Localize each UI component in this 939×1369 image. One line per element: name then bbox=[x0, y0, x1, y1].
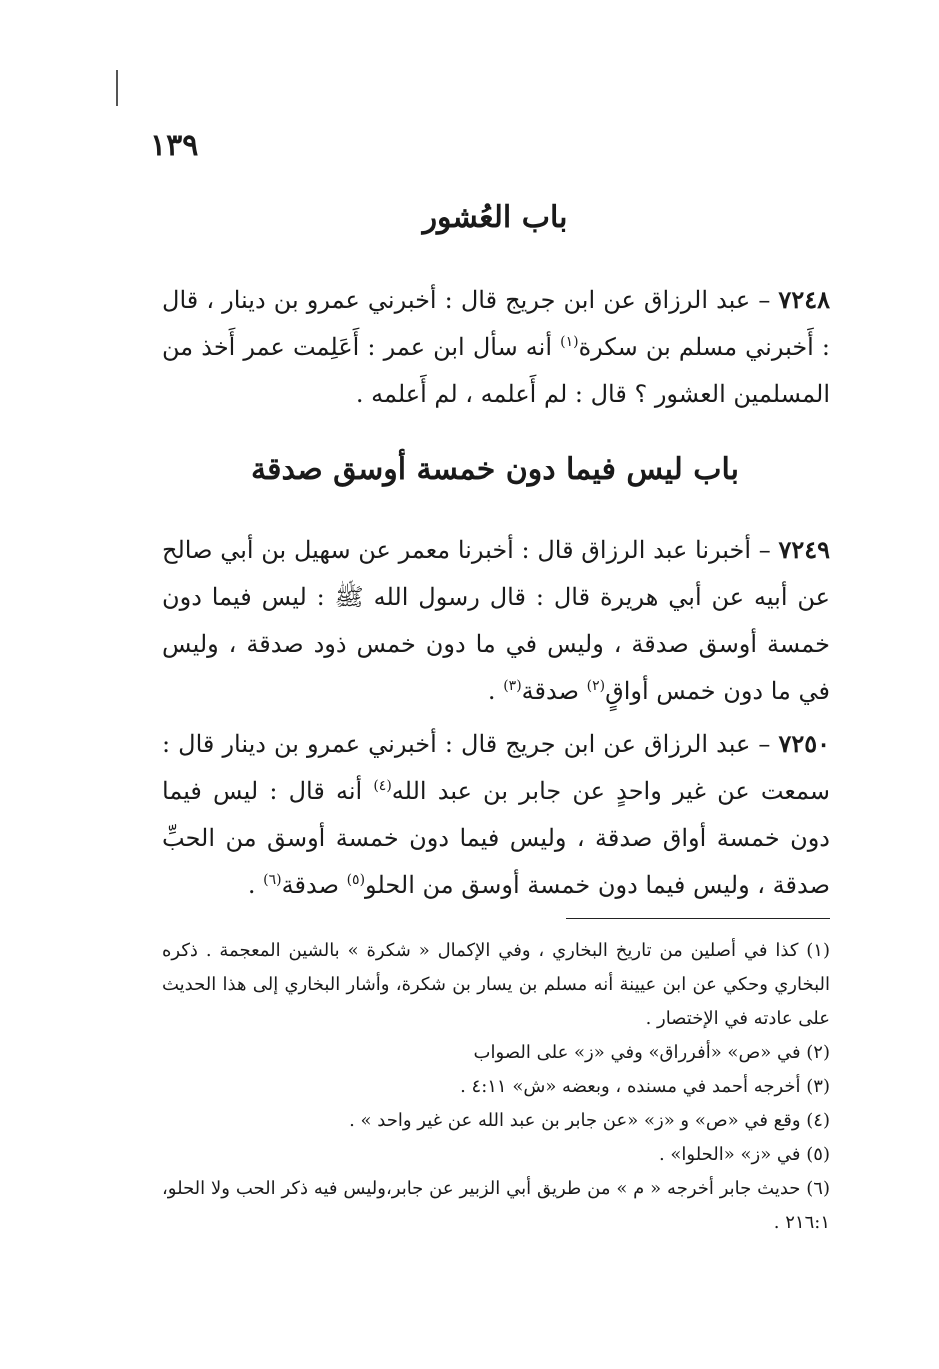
footnote-ref: (٦) bbox=[263, 872, 282, 888]
page-number: ١٣٩ bbox=[150, 128, 199, 163]
hadith-number: ٧٢٥٠ bbox=[778, 729, 830, 758]
hadith-text-cont2: صدقة bbox=[281, 871, 347, 899]
hadith-text-end: . bbox=[247, 871, 264, 899]
footnote-ref: (٣) bbox=[503, 678, 522, 694]
footnotes bbox=[162, 934, 830, 1240]
hadith-7249 bbox=[162, 526, 830, 715]
hadith-text-end: . bbox=[487, 677, 504, 705]
footnote-ref: (٥) bbox=[346, 872, 366, 888]
footnote-1: (١) كذا في أصلين من تاريخ البخاري ، وفي الإكمال « شكرة » بالشين المعجمة . ذكره البخاري وحكي عن ابن عيينة أنه مسلم بن يسار بن شكرة، وأشار البخاري إلى هذا الحديث على عادته في الإختصار . bbox=[162, 940, 831, 1029]
hadith-number: ٧٢٤٩ bbox=[778, 535, 830, 564]
footnote-6: (٦) حديث جابر أخرجه « م » من طريق أبي الزبير عن جابر،وليس فيه ذكر الحب ولا الحلو، ٢١٦:١ . bbox=[162, 1178, 830, 1233]
hadith-number: ٧٢٤٨ bbox=[778, 285, 830, 314]
footnote-ref: (٤) bbox=[373, 778, 392, 794]
hadith-7248 bbox=[162, 276, 830, 418]
section-title-ushur: باب العُشور bbox=[422, 200, 568, 235]
footnote-divider bbox=[566, 918, 830, 919]
footnote-5: (٥) في «ز» «الحلوا» . bbox=[658, 1144, 830, 1165]
hadith-text-cont: صدقة bbox=[521, 677, 587, 705]
hadith-text: – أخبرنا عبد الرزاق قال : أخبرنا معمر عن سهيل بن أبي صالح عن أبيه عن أبي هريرة قال : قال رسول الله ﷺ : ليس فيما دون خمسة أوسق صدقة ، وليس في ما دون خمس ذود صدقة ، وليس في ما دون خمس أواقٍ bbox=[162, 536, 830, 705]
hadith-text-cont: أنه قال : ليس فيما دون خمسة أواق صدقة ، وليس فيما دون خمسة أوسق من الحبِّ صدقة ، وليس فيما دون خمسة أوسق من الحلو bbox=[162, 777, 830, 899]
footnote-ref: (١) bbox=[560, 334, 579, 350]
footnote-2: (٢) في «ص» «أفرراق» وفي «ز» على الصواب bbox=[473, 1042, 830, 1063]
footnote-ref: (٢) bbox=[586, 678, 606, 694]
hadith-7250 bbox=[162, 720, 830, 909]
margin-mark bbox=[116, 70, 118, 106]
footnote-3: (٣) أخرجه أحمد في مسنده ، وبعضه «ش» ٤:١١ . bbox=[460, 1076, 830, 1097]
hadith-text-cont: أنه سأل ابن عمر : أَعَلِمت عمر أَخذ من المسلمين العشور ؟ قال : لم أَعلمه ، لم أَعلمه . bbox=[162, 333, 830, 408]
footnote-4: (٤) وقع في «ص» و «ز» «عن جابر بن عبد الله عن غير واحد » . bbox=[349, 1110, 830, 1131]
section-title-awsuq: باب ليس فيما دون خمسة أوسق صدقة bbox=[251, 452, 739, 487]
hadith-text: – عبد الرزاق عن ابن جريج قال : أخبرني عمرو بن دينار ، قال : أَخبرني مسلم بن سكرة bbox=[162, 286, 830, 361]
hadith-text: – عبد الرزاق عن ابن جريج قال : أخبرني عمرو بن دينار قال : سمعت عن غير واحدٍ عن جابر بن عبد الله bbox=[162, 730, 830, 805]
